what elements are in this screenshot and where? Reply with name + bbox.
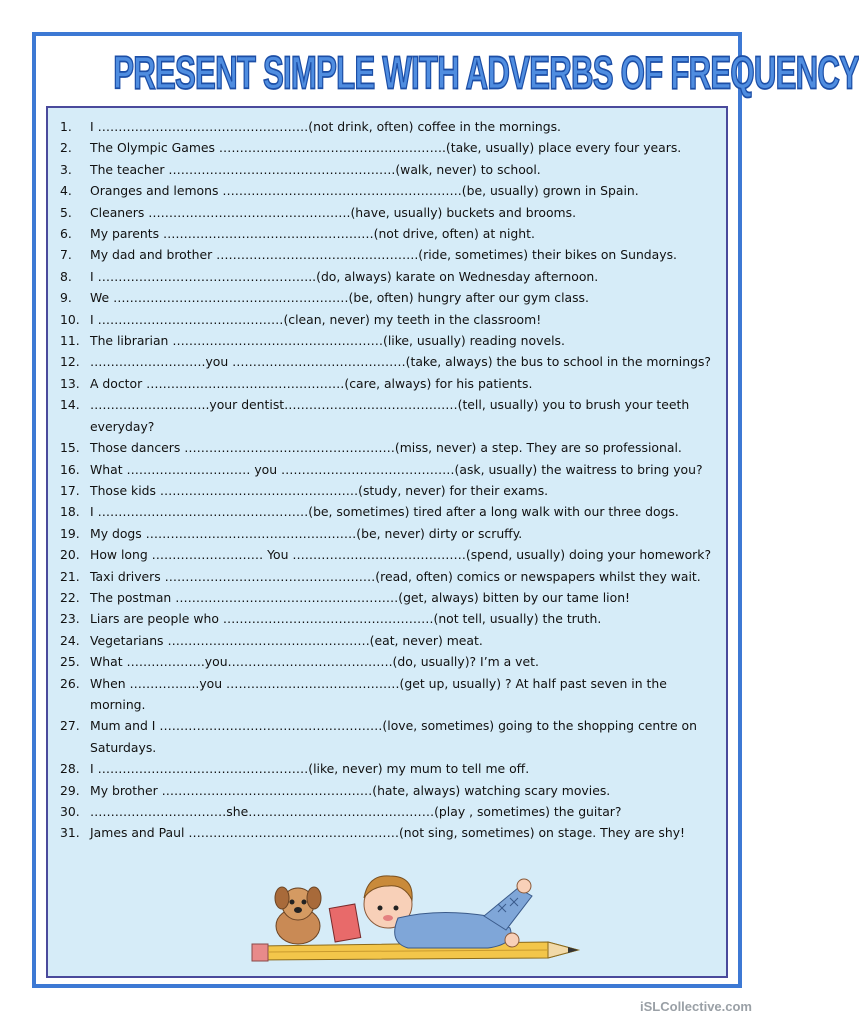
exercise-sentence: A doctor …………………………………………(care, always) for his patients.	[90, 375, 533, 391]
exercise-number: 1.	[60, 119, 72, 134]
exercise-item	[60, 801, 720, 822]
exercise-item	[60, 116, 720, 137]
exercise-sentence: My dad and brother ………………………………………….(ride, sometimes) their bikes on Sundays.	[90, 247, 677, 263]
exercise-number: 16.	[60, 461, 80, 477]
exercise-sentence: The librarian ……………………………………………(like, usually) reading novels.	[90, 333, 565, 349]
exercise-item	[60, 351, 720, 372]
exercise-item	[60, 159, 720, 180]
exercise-item	[60, 266, 720, 287]
exercise-sentence: Cleaners ………………………………………….(have, usually) buckets and brooms.	[90, 204, 577, 220]
exercise-number: 22.	[60, 589, 80, 605]
exercise-item	[60, 330, 720, 351]
exercise-number: 11.	[60, 333, 80, 349]
exercise-number: 2.	[60, 140, 72, 156]
exercise-item	[60, 715, 720, 758]
exercise-item	[60, 630, 720, 651]
exercise-item	[60, 394, 720, 437]
exercise-item	[60, 566, 720, 587]
exercise-item	[60, 437, 720, 458]
exercise-item	[60, 673, 720, 716]
exercise-sentence: The teacher ……………………………………………….(walk, never) to school.	[90, 161, 541, 177]
exercise-number: 6.	[60, 226, 72, 242]
exercise-number: 17.	[60, 482, 80, 498]
exercise-sentence: When ……………..you ……………………………………(get up, usually) ? At half past seven in the morning.	[90, 675, 667, 712]
exercise-item	[60, 523, 720, 544]
exercise-number: 21.	[60, 568, 80, 584]
worksheet-title: PRESENT SIMPLE WITH ADVERBS OF FREQUENCY	[113, 48, 859, 99]
exercise-item	[60, 587, 720, 608]
exercise-sentence: I ………………………………………(clean, never) my teeth in the classroom!	[90, 311, 542, 327]
exercise-number: 12.	[60, 354, 80, 370]
exercise-sentence: Those dancers ……………………………………………(miss, never) a step. They are so professional.	[90, 440, 682, 456]
exercise-number: 10.	[60, 311, 80, 327]
exercise-number: 23.	[60, 611, 80, 627]
exercise-sentence: Taxi drivers ……………………………………………(read, often) comics or newspapers whilst they wait.	[90, 568, 701, 584]
site-watermark: iSLCollective.com	[640, 999, 752, 1014]
exercise-number: 27.	[60, 718, 80, 734]
exercise-sentence: The postman ………………………………………………(get, always) bitten by our tame lion!	[90, 589, 631, 605]
exercise-number: 9.	[60, 290, 72, 306]
exercise-sentence: My brother ……………………………………………(hate, always) watching scary movies.	[90, 782, 611, 798]
exercise-panel	[46, 106, 728, 978]
exercise-sentence: ………………………..your dentist……………………………………(tell, usually) you to brush your teeth everyday?	[90, 397, 690, 434]
exercise-sentence: I ……………………………………………(not drink, often) coffee in the mornings.	[90, 119, 561, 134]
exercise-sentence: Liars are people who ……………………………………………(not tell, usually) the truth.	[90, 611, 602, 627]
exercise-number: 31.	[60, 825, 80, 841]
exercise-sentence: What ……………….you………………………………….(do, usually)? I’m a vet.	[90, 654, 539, 670]
exercise-item	[60, 287, 720, 308]
exercise-number: 18.	[60, 504, 80, 520]
exercise-number: 29.	[60, 782, 80, 798]
exercise-number: 25.	[60, 654, 80, 670]
exercise-number: 15.	[60, 440, 80, 456]
exercise-sentence: I ……………………………………………(be, sometimes) tired after a long walk with our three dogs.	[90, 504, 679, 520]
exercise-item	[60, 373, 720, 394]
exercise-sentence: Mum and I ………………………………………………(love, sometimes) going to the shopping centre on Saturdays.	[90, 718, 697, 755]
exercise-item	[60, 501, 720, 522]
boy-reading-on-pencil-illustration	[248, 868, 578, 978]
exercise-sentence: I ……………………………………………..(do, always) karate on Wednesday afternoon.	[90, 268, 599, 284]
exercise-item	[60, 309, 720, 330]
exercise-item	[60, 180, 720, 201]
exercise-item	[60, 202, 720, 223]
exercise-item	[60, 780, 720, 801]
exercise-item	[60, 459, 720, 480]
exercise-number: 28.	[60, 761, 80, 777]
exercise-item	[60, 608, 720, 629]
exercise-sentence: How long ……………………… You ……………………………………(spend, usually) doing your homework?	[90, 547, 712, 563]
exercise-item	[60, 137, 720, 158]
exercise-number: 30.	[60, 804, 80, 819]
exercise-list	[60, 116, 720, 844]
exercise-sentence: ……………………….you ……………………………………(take, always) the bus to school in the mornings?	[90, 354, 711, 370]
exercise-item	[60, 822, 720, 843]
exercise-number: 20.	[60, 547, 80, 563]
exercise-number: 24.	[60, 632, 80, 648]
exercise-sentence: Oranges and lemons ………………………………………………….(be, usually) grown in Spain.	[90, 183, 639, 199]
exercise-number: 8.	[60, 268, 72, 284]
exercise-number: 4.	[60, 183, 72, 199]
exercise-sentence: James and Paul ……………………………………………(not sing, sometimes) on stage. They are shy!	[90, 825, 686, 841]
exercise-sentence: My dogs ……………………………………………(be, never) dirty or scruffy.	[90, 525, 523, 541]
exercise-number: 13.	[60, 375, 80, 391]
exercise-item	[60, 758, 720, 779]
exercise-item	[60, 651, 720, 672]
exercise-sentence: We …………………………………………………(be, often) hungry after our gym class.	[90, 290, 589, 306]
exercise-number: 19.	[60, 525, 80, 541]
exercise-item	[60, 544, 720, 565]
exercise-number: 3.	[60, 161, 72, 177]
exercise-sentence: The Olympic Games ……………………………………………….(take, usually) place every four years.	[90, 140, 682, 156]
worksheet-frame	[32, 32, 859, 988]
exercise-number: 14.	[60, 397, 80, 413]
exercise-item	[60, 244, 720, 265]
exercise-item	[60, 223, 720, 244]
exercise-number: 26.	[60, 675, 80, 691]
exercise-item	[60, 480, 720, 501]
exercise-number: 5.	[60, 204, 72, 220]
exercise-sentence: What ………………………… you ……………………………………(ask, usually) the waitress to bring you?	[90, 461, 703, 477]
exercise-sentence: Vegetarians ………………………………………….(eat, never) meat.	[90, 632, 483, 648]
exercise-sentence: I ……………………………………………(like, never) my mum to tell me off.	[90, 761, 530, 777]
exercise-number: 7.	[60, 247, 72, 263]
exercise-sentence: My parents ……………………………………………(not drive, often) at night.	[90, 226, 535, 242]
exercise-sentence: Those kids …………………………………………(study, never) for their exams.	[90, 482, 549, 498]
exercise-sentence: ……………………………she………………………………………(play , sometimes) the guitar?	[90, 804, 622, 819]
